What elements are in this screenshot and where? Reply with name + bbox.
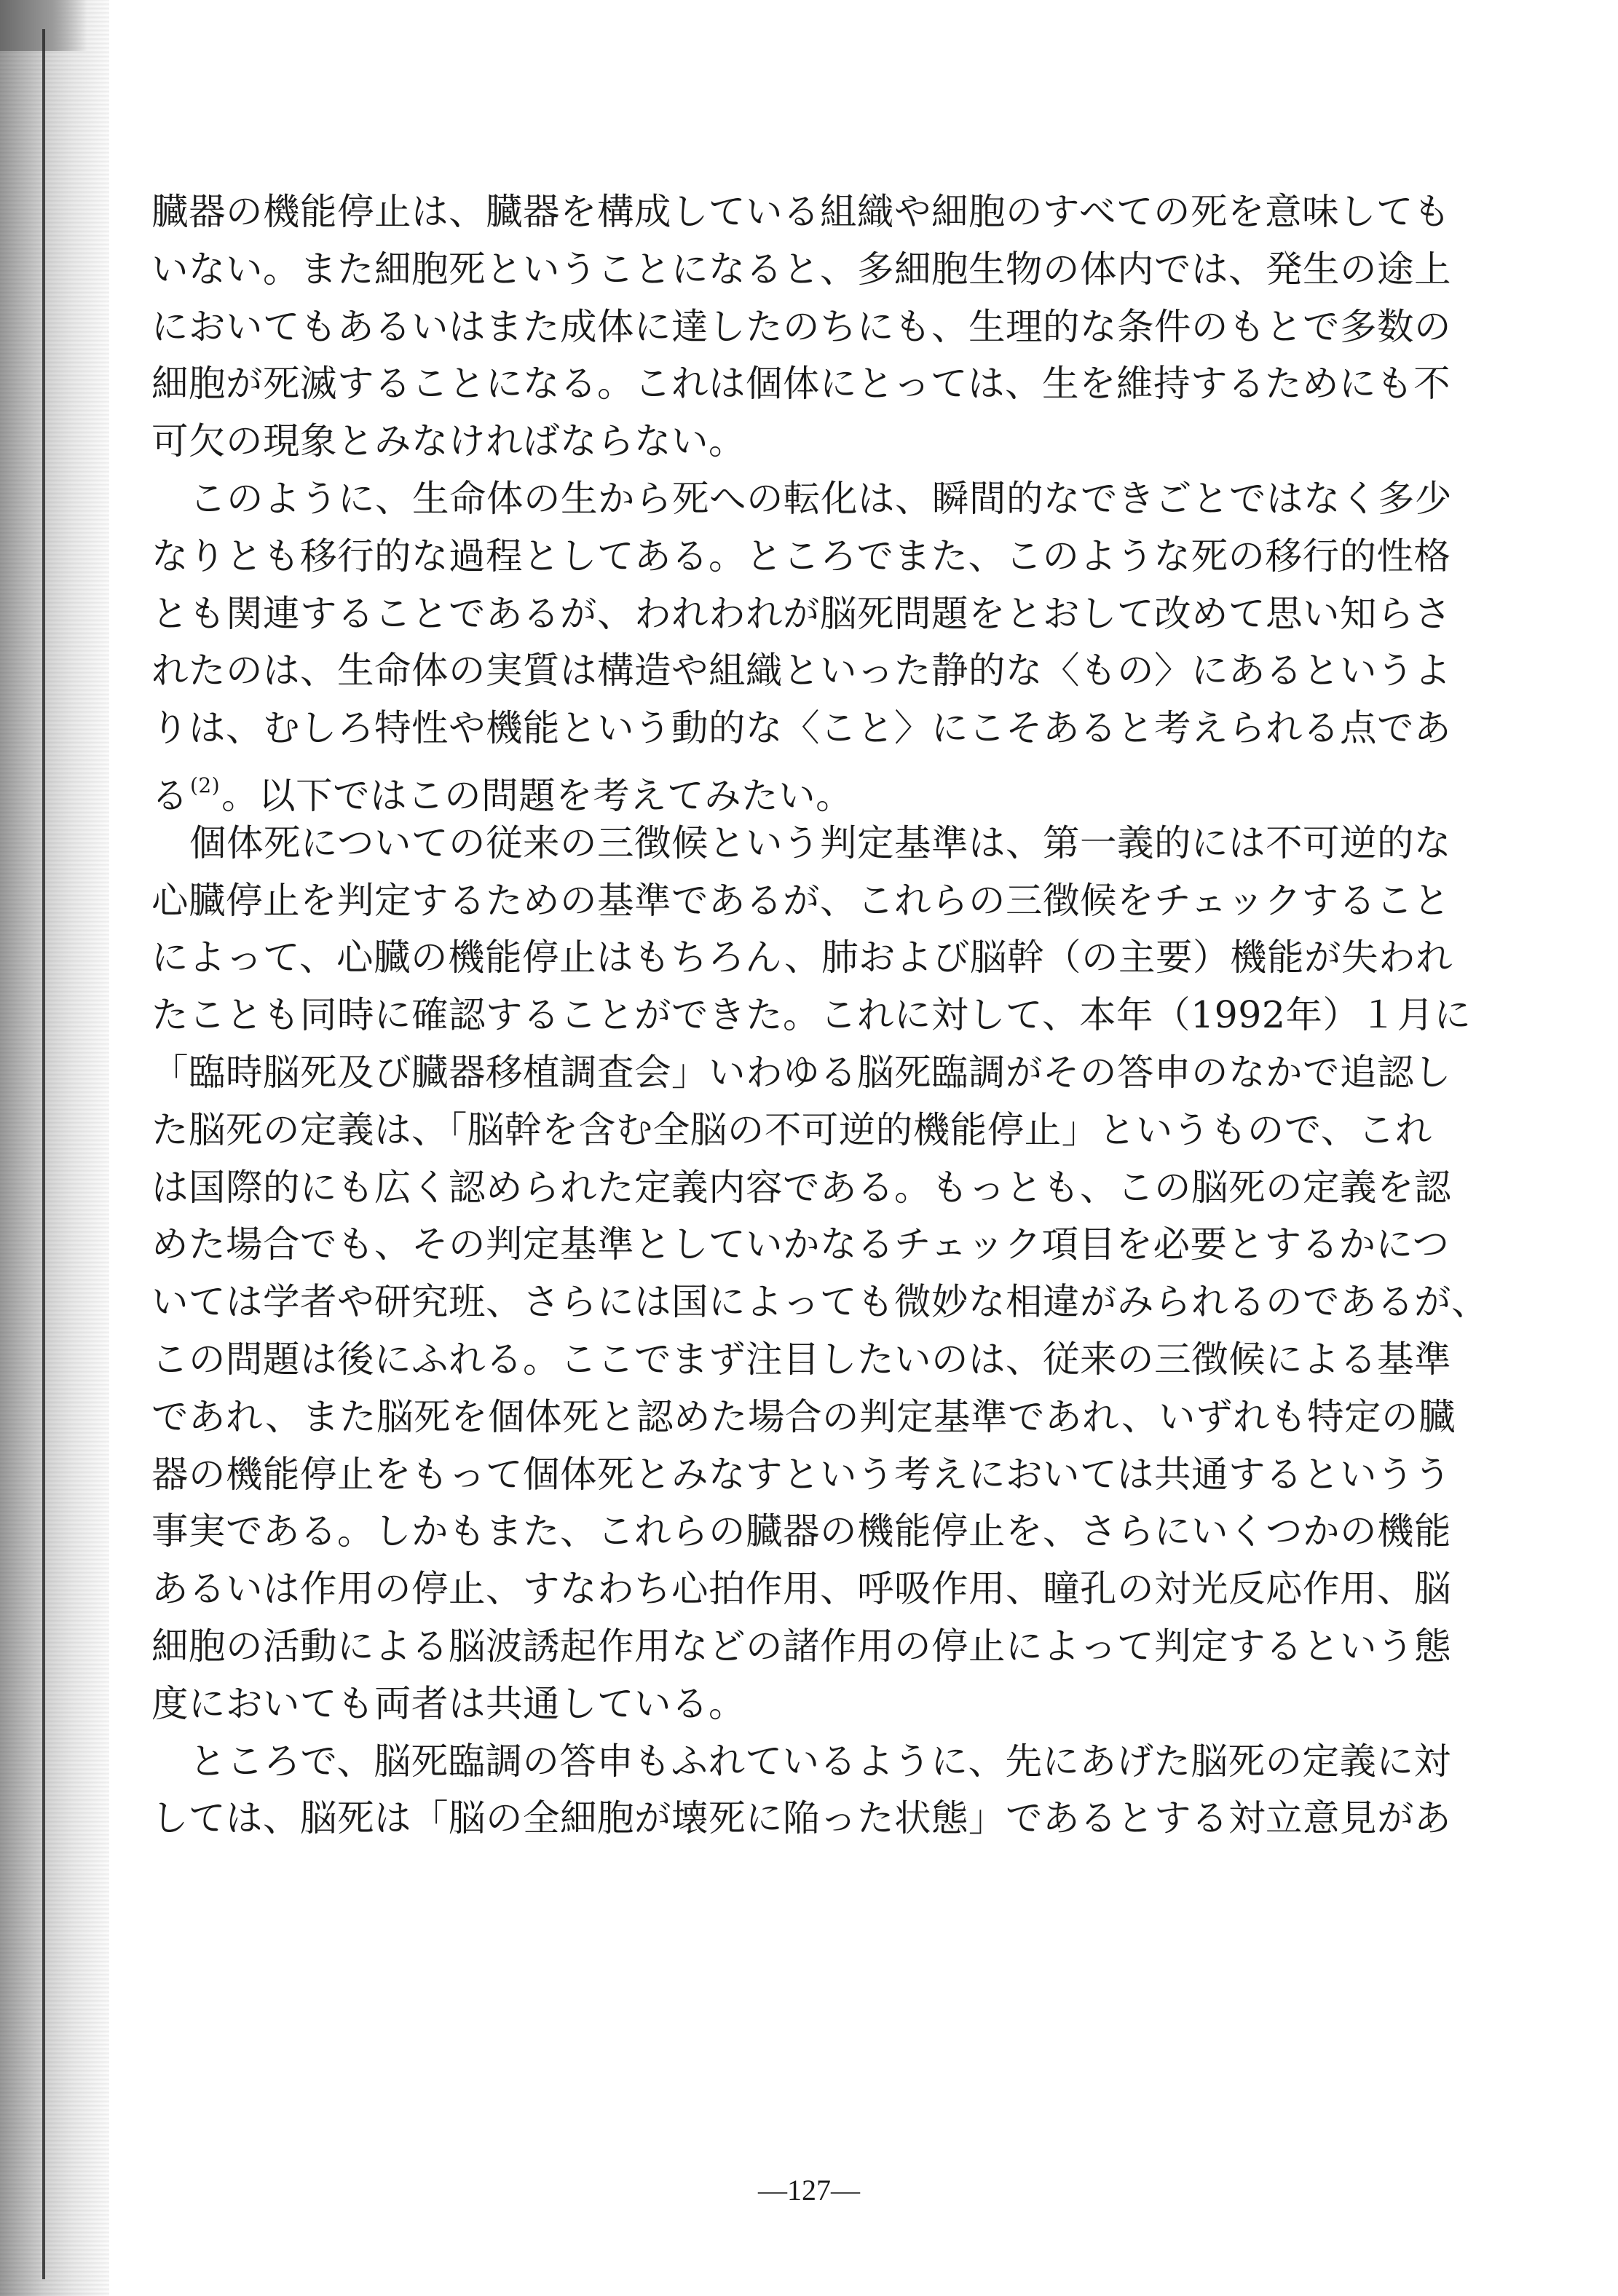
text-line-28: ところで、脳死臨調の答申もふれているように、先にあげた脳死の定義に対 (189, 1739, 1451, 1783)
text-line-7: なりとも移行的な過程としてある。ところでまた、このような死の移行的性格 (151, 534, 1451, 577)
text-line-1: 臓器の機能停止は、臓器を構成している組織や細胞のすべての死を意味しても (151, 190, 1451, 233)
text-line-12: 個体死についての従来の三徴候という判定基準は、第一義的には不可逆的な (189, 821, 1451, 864)
text-line-11 (151, 757, 1469, 815)
binding-edge-line (42, 29, 45, 2279)
text-line-15: たことも同時に確認することができた。これに対して、本年（1992年）１月に (151, 993, 1472, 1037)
text-line-20: いては学者や研究班、さらには国によっても微妙な相違がみられるのであるが、 (151, 1280, 1488, 1324)
text-line-13: 心臓停止を判定するための基準であるが、これらの三徴候をチェックすること (151, 878, 1451, 922)
text-line-16: 「臨時脳死及び臓器移植調査会」いわゆる脳死臨調がその答申のなかで追認し (151, 1050, 1451, 1094)
text-line-25: あるいは作用の停止、すなわち心拍作用、呼吸作用、瞳孔の対光反応作用、脳 (151, 1567, 1451, 1611)
text-line-24: 事実である。しかもまた、これらの臓器の機能停止を、さらにいくつかの機能 (151, 1510, 1451, 1553)
text-line-18: は国際的にも広く認められた定義内容である。もっとも、この脳死の定義を認 (151, 1165, 1451, 1209)
text-line-3: においてもあるいはまた成体に達したのちにも、生理的な条件のもとで多数の (151, 304, 1451, 348)
footnote-reference: (2) (190, 773, 221, 797)
text-line-2: いない。また細胞死ということになると、多細胞生物の体内では、発生の途上 (151, 247, 1451, 291)
text-line-6: このように、生命体の生から死への転化は、瞬間的なできごとではなく多少 (189, 476, 1452, 520)
text-line-11-start: る (151, 773, 189, 817)
text-line-11-rest: 。以下ではこの問題を考えてみたい。 (221, 773, 853, 817)
page-number: —127— (758, 2174, 860, 2206)
body-text (151, 184, 1488, 1847)
text-line-5: 可欠の現象とみなければならない。 (151, 419, 746, 463)
text-line-8: とも関連することであるが、われわれが脳死問題をとおして改めて思い知らさ (151, 591, 1451, 635)
text-line-27: 度においても両者は共通している。 (151, 1681, 746, 1725)
text-line-29: しては、脳死は「脳の全細胞が壊死に陥った状態」であるとする対立意見があ (151, 1796, 1451, 1840)
text-line-19: めた場合でも、その判定基準としていかなるチェック項目を必要とするかにつ (151, 1223, 1450, 1266)
text-line-22: であれ、また脳死を個体死と認めた場合の判定基準であれ、いずれも特定の臓 (151, 1394, 1456, 1438)
text-line-14: によって、心臓の機能停止はもちろん、肺および脳幹（の主要）機能が失われ (151, 936, 1453, 979)
text-line-23: 器の機能停止をもって個体死とみなすという考えにおいては共通するというう (151, 1452, 1451, 1496)
text-line-10: りは、むしろ特性や機能という動的な〈こと〉にこそあると考えられる点であ (151, 706, 1451, 750)
text-line-17: た脳死の定義は、「脳幹を含む全脳の不可逆的機能停止」というもので、これ (151, 1108, 1432, 1151)
text-line-9: れたのは、生命体の実質は構造や組織といった静的な〈もの〉にあるというよ (151, 649, 1451, 693)
binding-shadow (0, 0, 109, 2296)
text-line-21: この問題は後にふれる。ここでまず注目したいのは、従来の三徴候による基準 (151, 1337, 1451, 1381)
text-line-4: 細胞が死滅することになる。これは個体にとっては、生を維持するためにも不 (151, 362, 1451, 406)
text-line-26: 細胞の活動による脳波誘起作用などの諸作用の停止によって判定するという態 (151, 1624, 1451, 1668)
